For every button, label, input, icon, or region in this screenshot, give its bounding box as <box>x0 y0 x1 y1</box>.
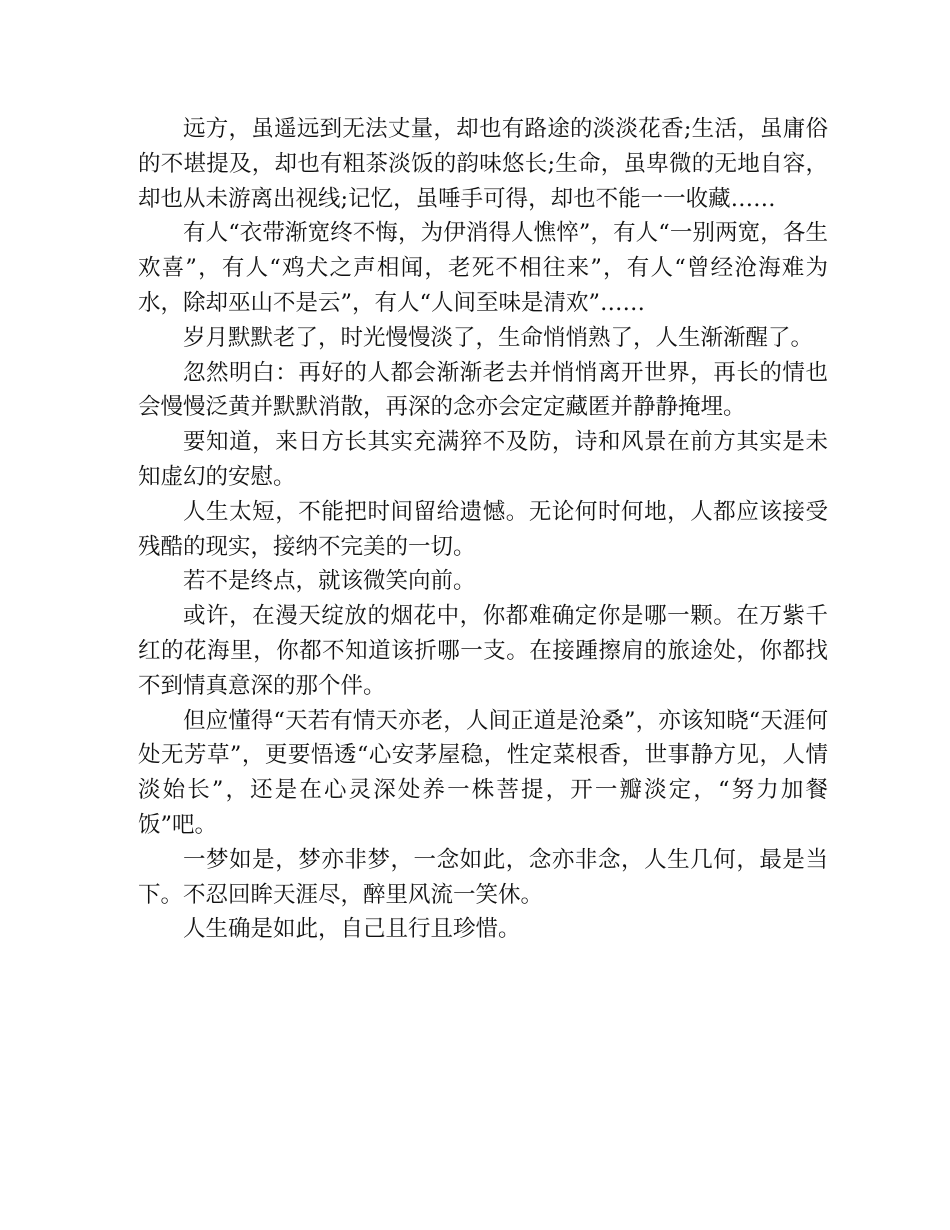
document-body <box>138 112 828 947</box>
paragraph-3: 岁月默默老了，时光慢慢淡了，生命悄悄熟了，人生渐渐醒了。 <box>183 324 814 351</box>
paragraph-9: 但应懂得“天若有情天亦老，人间正道是沧桑”，亦该知晓“天涯何处无芳草”，更要悟透“心安茅屋稳，性定菜根香，世事静方见，人情淡始长”，还是在心灵深处养一株菩提，开一瓣淡定，“努力加餐饭”吧。 <box>138 707 828 838</box>
paragraph-10: 一梦如是，梦亦非梦，一念如此，念亦非念，人生几何，最是当下。不忍回眸天涯尽，醉里风流一笑休。 <box>138 846 828 908</box>
paragraph-2: 有人“衣带渐宽终不悔，为伊消得人憔悴”，有人“一别两宽，各生欢喜”，有人“鸡犬之声相闻，老死不相往来”，有人“曾经沧海难为水，除却巫山不是云”，有人“人间至味是清欢”…… <box>138 220 828 316</box>
paragraph-4: 忽然明白：再好的人都会渐渐老去并悄悄离开世界，再长的情也会慢慢泛黄并默默消散，再深的念亦会定定藏匿并静静掩埋。 <box>138 359 828 421</box>
paragraph-1: 远方，虽遥远到无法丈量，却也有路途的淡淡花香;生活，虽庸俗的不堪提及，却也有粗茶淡饭的韵味悠长;生命，虽卑微的无地自容，却也从未游离出视线;记忆，虽唾手可得，却也不能一一收藏…… <box>138 116 828 212</box>
paragraph-11: 人生确是如此，自己且行且珍惜。 <box>183 916 521 943</box>
paragraph-8: 或许，在漫天绽放的烟花中，你都难确定你是哪一颗。在万紫千红的花海里，你都不知道该折哪一支。在接踵擦肩的旅途处，你都找不到情真意深的那个伴。 <box>138 603 828 699</box>
paragraph-6: 人生太短，不能把时间留给遗憾。无论何时何地，人都应该接受残酷的现实，接纳不完美的一切。 <box>138 498 828 560</box>
paragraph-5: 要知道，来日方长其实充满猝不及防，诗和风景在前方其实是未知虚幻的安慰。 <box>138 429 828 490</box>
paragraph-7: 若不是终点，就该微笑向前。 <box>183 568 476 595</box>
